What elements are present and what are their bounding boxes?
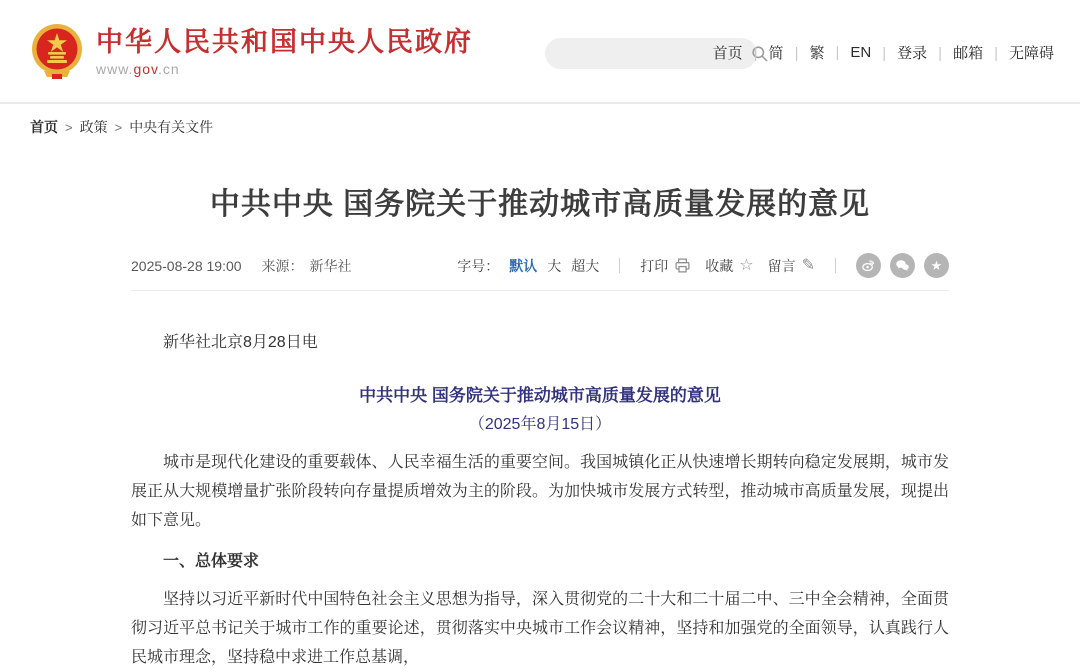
nav-traditional[interactable]: | 繁 [784,42,825,63]
favorite-button[interactable] [705,256,753,276]
printer-icon [674,257,691,274]
document-body [131,328,949,672]
paragraph: 城市是现代化建设的重要载体、人民幸福生活的重要空间。我国城镇化正从快速增长期转向稳定发展期，城市发展正从大规模增量扩张阶段转向存量提质增效为主的阶段。为加快城市发展方式转型，推动城市高质量发展，现提出如下意见。 [131,454,949,529]
national-emblem-icon [30,22,84,82]
site-url-prefix: www. [96,61,134,78]
paragraph: 坚持以习近平新时代中国特色社会主义思想为指导，深入贯彻党的二十大和二十届二中、三中全会精神，全面贯彻习近平总书记关于城市工作的重要论述，贯彻落实中央城市工作会议精神，坚持和加强党的全面领导，认真践行人民城市理念，坚持稳中求进工作总基调， [131,591,949,666]
print-label: 打印 [640,257,669,274]
source-value[interactable]: 新华社 [309,257,352,274]
site-url-gov: gov [133,61,158,78]
breadcrumb-separator: > [114,119,123,135]
publish-datetime: 2025-08-28 19:00 [131,257,242,274]
fontsize-xlarge[interactable]: 超大 [571,257,600,274]
nav-mailbox[interactable]: | 邮箱 [927,42,983,63]
favorite-label: 收藏 [705,257,734,274]
nav-accessibility[interactable]: | 无障碍 [983,42,1054,63]
top-nav [713,42,1054,63]
nav-login[interactable]: | 登录 [871,42,927,63]
document-title: 中共中央 国务院关于推动城市高质量发展的意见 [359,386,721,405]
dateline: 新华社北京8月28日电 [163,334,318,351]
wechat-share-icon[interactable] [890,253,915,278]
toolbar-separator [619,258,620,273]
breadcrumb-home[interactable]: 首页 [30,119,58,135]
fontsize-large[interactable]: 大 [547,257,562,274]
pencil-icon: ✎ [801,256,815,274]
page-title: 中共中央 国务院关于推动城市高质量发展的意见 [209,188,871,221]
site-logo[interactable] [30,22,473,82]
comment-label: 留言 [767,257,796,274]
star-share-icon[interactable]: ★ [924,253,949,278]
site-url [96,61,473,77]
nav-simplified[interactable]: | 简 [743,42,784,63]
source-label: 来源： [261,257,304,274]
breadcrumb-central-documents[interactable]: 中央有关文件 [129,119,214,135]
article-meta-row [131,253,949,278]
breadcrumb [0,104,1080,137]
site-title: 中华人民共和国中央人民政府 [96,26,473,57]
meta-divider [131,290,949,291]
section-heading: 一、总体要求 [163,553,260,570]
breadcrumb-separator: > [65,119,73,135]
fontsize-label: 字号： [457,257,500,274]
star-outline-icon: ☆ [739,256,754,274]
document-date: （2025年8月15日） [468,416,612,433]
nav-home[interactable]: 首页 [712,45,743,62]
site-header [0,0,1080,104]
print-button[interactable] [640,256,691,276]
fontsize-default[interactable]: 默认 [509,257,538,274]
fontsize-group [457,256,599,276]
share-group [856,253,949,278]
weibo-share-icon[interactable] [856,253,881,278]
toolbar-separator [835,258,836,273]
article-meta [131,256,352,276]
breadcrumb-policy[interactable]: 政策 [79,119,108,135]
site-url-suffix: .cn [158,61,180,78]
nav-english[interactable]: | EN [824,44,871,61]
comment-button[interactable] [768,256,815,276]
article [131,179,949,672]
article-toolbar [457,253,949,278]
